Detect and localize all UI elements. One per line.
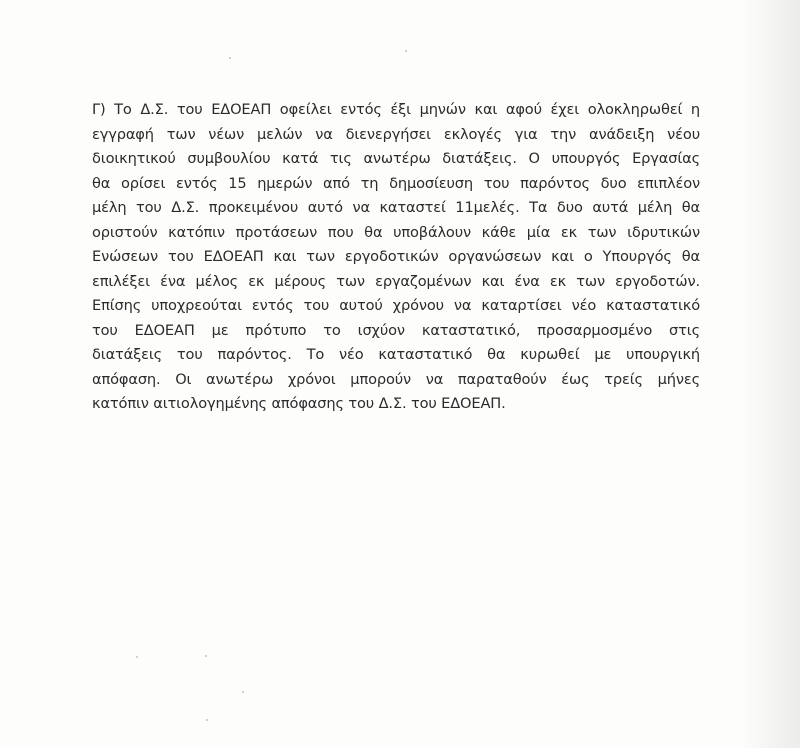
scan-speck bbox=[242, 691, 244, 693]
paragraph-line: διατάξεις του παρόντος. Το νέο καταστατικό θα κυρωθεί με υπουργική bbox=[92, 346, 700, 363]
paragraph-line: οριστούν κατόπιν προτάσεων που θα υποβάλουν κάθε μία εκ των ιδρυτικών bbox=[92, 223, 700, 241]
paragraph-line: κατόπιν αιτιολογημένης απόφασης του Δ.Σ. του ΕΔΟΕΑΠ. bbox=[92, 395, 506, 412]
scan-speck bbox=[405, 50, 407, 52]
paragraph-line: Ενώσεων του ΕΔΟΕΑΠ και των εργοδοτικών οργανώσεων και ο Υπουργός θα bbox=[92, 248, 700, 265]
paragraph-line: Επίσης υποχρεούται εντός του αυτού χρόνου να καταρτίσει νέο καταστατικό bbox=[92, 297, 700, 314]
body-paragraph bbox=[92, 98, 700, 417]
paragraph-line: διοικητικού συμβουλίου κατά τις ανωτέρω διατάξεις. Ο υπουργός Εργασίας bbox=[92, 150, 700, 167]
paragraph-line: θα ορίσει εντός 15 ημερών από τη δημοσίευση του παρόντος δυο επιπλέον bbox=[92, 174, 700, 192]
scan-speck bbox=[205, 655, 207, 657]
scan-speck bbox=[136, 656, 138, 658]
paragraph-line: απόφαση. Οι ανωτέρω χρόνοι μπορούν να παραταθούν έως τρείς μήνες bbox=[92, 370, 700, 388]
paragraph-line: εγγραφή των νέων μελών να διενεργήσει εκλογές για την ανάδειξη νέου bbox=[92, 125, 700, 143]
paragraph-line: επιλέξει ένα μέλος εκ μέρους των εργαζομένων και ένα εκ των εργοδοτών. bbox=[92, 272, 700, 290]
paragraph-line: του ΕΔΟΕΑΠ με πρότυπο το ισχύον καταστατικό, προσαρμοσμένο στις bbox=[92, 321, 700, 339]
paragraph-line: Γ) Το Δ.Σ. του ΕΔΟΕΑΠ οφείλει εντός έξι μηνών και αφού έχει ολοκληρωθεί η bbox=[92, 101, 700, 118]
paragraph-line: μέλη του Δ.Σ. προκειμένου αυτό να καταστεί 11μελές. Τα δυο αυτά μέλη θα bbox=[92, 199, 700, 216]
scan-speck bbox=[206, 719, 208, 721]
scan-speck bbox=[229, 57, 231, 59]
